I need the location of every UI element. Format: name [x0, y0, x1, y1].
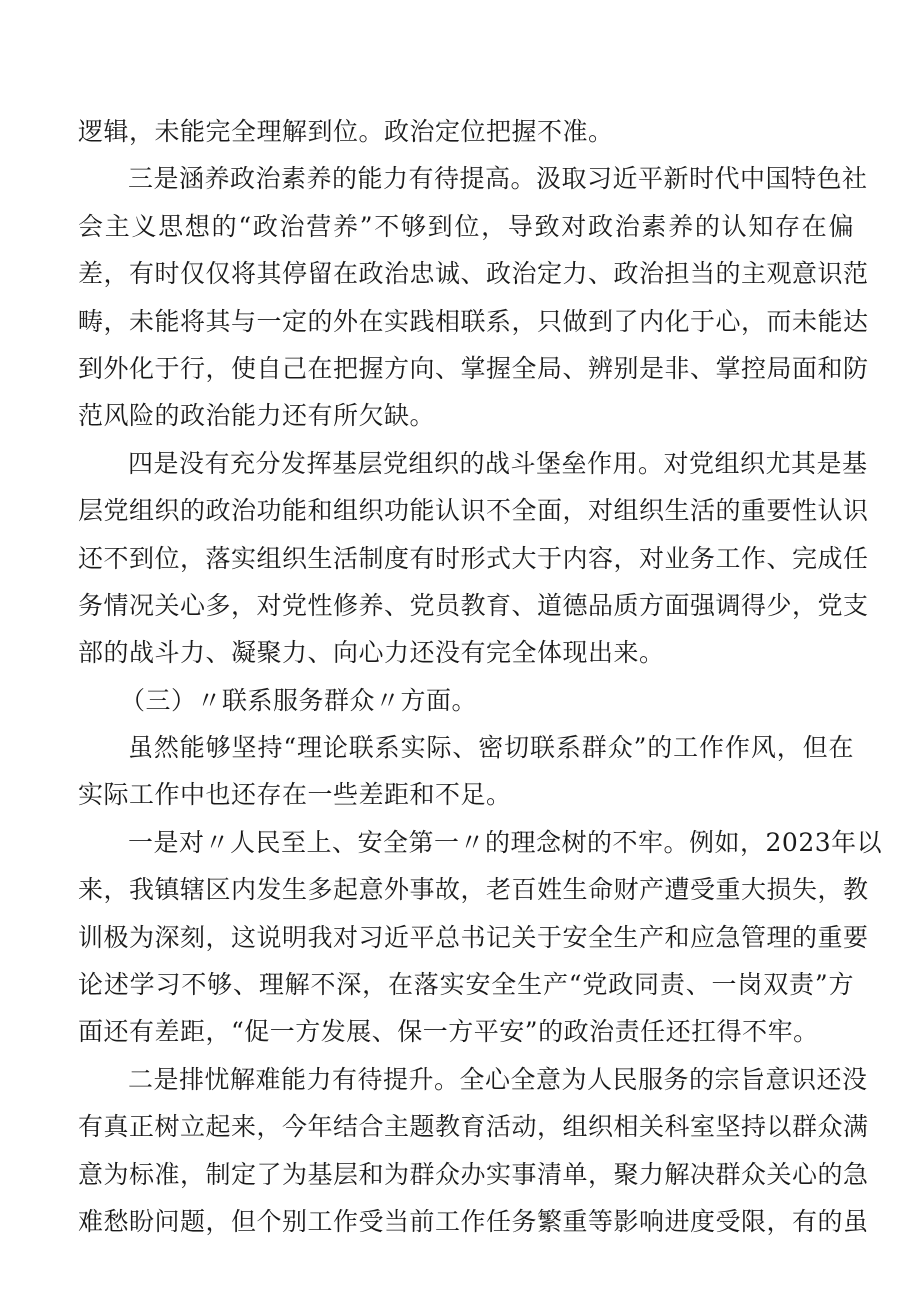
text-line: 到外化于行，使自己在把握方向、掌握全局、辨别是非、掌控局面和防 — [78, 353, 869, 383]
text-line: 一是对〃人民至上、安全第一〃的理念树的不牢。例如，2023年以 — [128, 827, 883, 857]
text-line: 差，有时仅仅将其停留在政治忠诚、政治定力、政治担当的主观意识范 — [78, 259, 869, 289]
text-line: 四是没有充分发挥基层党组织的战斗堡垒作用。对党组织尤其是基 — [128, 448, 868, 478]
text-line: 层党组织的政治功能和组织功能认识不全面，对组织生活的重要性认识 — [78, 496, 869, 526]
text-line: 会主义思想的“政治营养”不够到位，导致对政治素养的认知存在偏 — [78, 211, 854, 241]
text-line: 论述学习不够、理解不深，在落实安全生产“党政同责、一岗双责”方 — [78, 970, 854, 1000]
text-line: 面还有差距，“促一方发展、保一方平安”的政治责任还扛得不牢。 — [78, 1017, 819, 1047]
section-heading: （三）〃联系服务群众〃方面。 — [120, 685, 478, 715]
text-line: 部的战斗力、凝聚力、向心力还没有完全体现出来。 — [78, 638, 665, 668]
text-line: 范风险的政治能力还有所欠缺。 — [78, 401, 436, 431]
text-line: 二是排忧解难能力有待提升。全心全意为人民服务的宗旨意识还没 — [128, 1064, 868, 1094]
text-line: 难愁盼问题，但个别工作受当前工作任务繁重等影响进度受限，有的虽 — [78, 1206, 869, 1236]
text-line: 来，我镇辖区内发生多起意外事故，老百姓生命财产遭受重大损失，教 — [78, 875, 869, 905]
text-line: 有真正树立起来，今年结合主题教育活动，组织相关科室坚持以群众满 — [78, 1112, 869, 1142]
text-line: 逻辑，未能完全理解到位。政治定位把握不准。 — [78, 117, 614, 146]
text-line: 还不到位，落实组织生活制度有时形式大于内容，对业务工作、完成任 — [78, 543, 869, 573]
text-line: 训极为深刻，这说明我对习近平总书记关于安全生产和应急管理的重要 — [78, 922, 869, 952]
text-line: 实际工作中也还存在一些差距和不足。 — [78, 780, 512, 810]
document-body — [78, 108, 883, 1245]
text-line: 三是涵养政治素养的能力有待提高。汲取习近平新时代中国特色社 — [128, 164, 868, 194]
text-line: 畴，未能将其与一定的外在实践相联系，只做到了内化于心，而未能达 — [78, 306, 869, 336]
text-line: 虽然能够坚持“理论联系实际、密切联系群众”的工作作风，但在 — [128, 733, 854, 763]
text-line: 务情况关心多，对党性修养、党员教育、道德品质方面强调得少，党支 — [78, 590, 869, 620]
text-line: 意为标准，制定了为基层和为群众办实事清单，聚力解决群众关心的急 — [78, 1159, 869, 1189]
